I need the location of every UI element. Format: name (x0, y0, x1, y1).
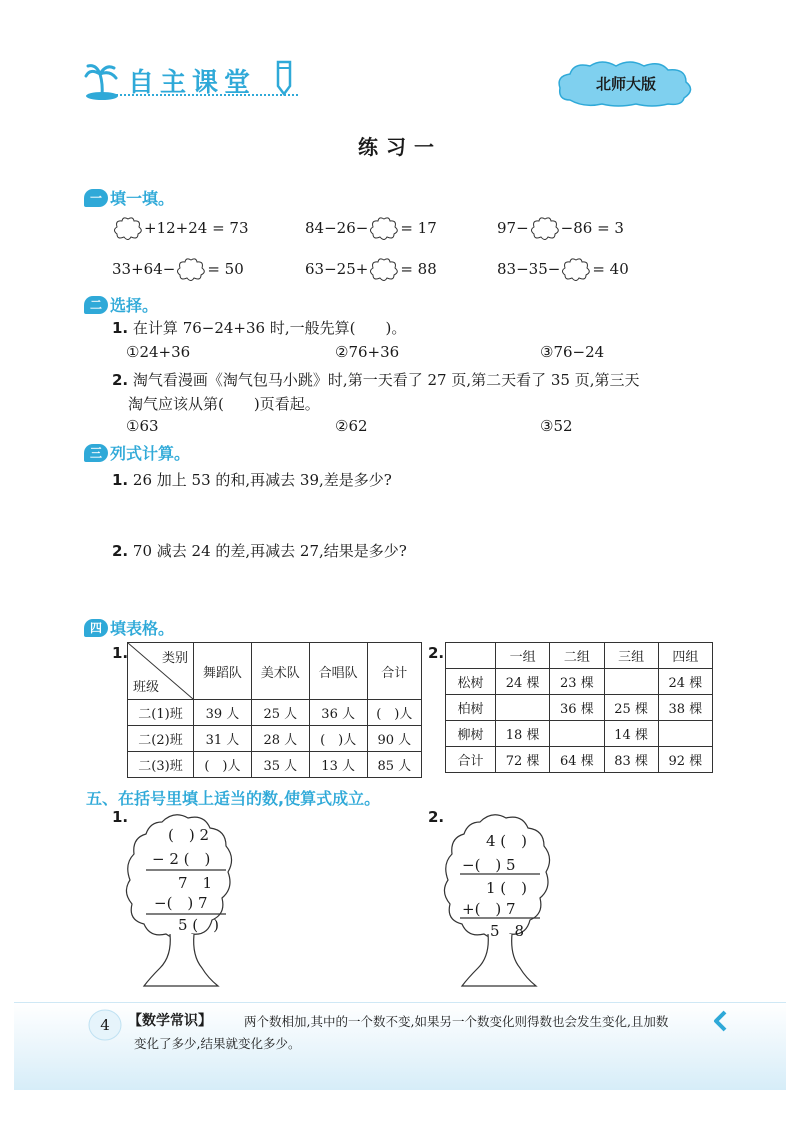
table-2 (445, 642, 713, 773)
tree-2-line: 5 8 (490, 922, 525, 940)
tree-1-line: 7 1 (178, 874, 213, 892)
question-2-2-cont: 淘气应该从第( )页看起。 (128, 395, 320, 413)
tip-label: 【数学常识】 (128, 1013, 212, 1029)
flower-blank-icon[interactable] (529, 216, 561, 240)
flower-blank-icon[interactable] (175, 257, 207, 281)
table-header-row: 一组 二组 三组 四组 (446, 643, 713, 669)
tree-2-line[interactable]: 1 ( ) (486, 879, 528, 897)
section-1-badge: 一 (84, 189, 108, 207)
tree-2-line[interactable]: +( ) 7 (462, 900, 516, 918)
table-row: 二(2)班 31 人 28 人 ( )人 90 人 (128, 726, 422, 752)
equation-2: 84−26− = 17 (305, 216, 437, 240)
equation-1: +12+24 = 73 (112, 216, 249, 240)
table-row: 柏树 36 棵 25 棵 38 棵 (446, 695, 713, 721)
pencil-icon (272, 58, 296, 98)
option[interactable]: ②62 (335, 417, 368, 435)
question-3-1: 1. 26 加上 53 的和,再减去 39,差是多少? (112, 471, 392, 489)
table-row: 柳树 18 棵 14 棵 (446, 721, 713, 747)
equation-3: 97− −86 = 3 (497, 216, 624, 240)
table-1 (127, 642, 422, 778)
page-number: 4 (100, 1016, 110, 1034)
table-row: 松树 24 棵 23 棵 24 棵 (446, 669, 713, 695)
col-header: 合计 (367, 643, 421, 700)
tree-2-label: 2. (428, 808, 445, 826)
tree-1-line[interactable]: ( ) 2 (168, 826, 210, 844)
tree-1-line[interactable]: −( ) 7 (154, 894, 208, 912)
tip-text-line-2: 变化了多少,结果就变化多少。 (134, 1036, 301, 1051)
option[interactable]: ①63 (126, 417, 159, 435)
option[interactable]: ①24+36 (126, 343, 191, 361)
section-2-title: 选择。 (110, 296, 159, 315)
brand-title: 自主课堂 (128, 68, 257, 98)
equation-6: 83−35− = 40 (497, 257, 629, 281)
page-title: 练习一 (358, 135, 442, 159)
chevron-left-icon (712, 1010, 728, 1032)
section-2-heading (84, 293, 158, 316)
flower-blank-icon[interactable] (560, 257, 592, 281)
option[interactable]: ②76+36 (335, 343, 400, 361)
tree-1-line[interactable]: − 2 ( ) (152, 850, 211, 868)
question-2-2: 2. 淘气看漫画《淘气包马小跳》时,第一天看了 27 页,第二天看了 35 页,第三天 (112, 371, 640, 389)
section-3-title: 列式计算。 (110, 444, 191, 463)
tree-2-line[interactable]: 4 ( ) (486, 832, 528, 850)
col-header: 合唱队 (309, 643, 367, 700)
col-header: 美术队 (251, 643, 309, 700)
table-row: 合计 72 棵 64 棵 83 棵 92 棵 (446, 747, 713, 773)
question-3-2: 2. 70 减去 24 的差,再减去 27,结果是多少? (112, 542, 407, 560)
section-4-heading (84, 616, 174, 639)
equation-4: 33+64− = 50 (112, 257, 244, 281)
section-4-title: 填表格。 (110, 619, 175, 638)
section-5-heading: 五、在括号里填上适当的数,使算式成立。 (86, 789, 381, 808)
flower-blank-icon[interactable] (368, 216, 400, 240)
tip-text-line-1: 两个数相加,其中的一个数不变,如果另一个数变化则得数也会发生变化,且加数 (244, 1014, 669, 1029)
table-1-label: 1. (112, 644, 129, 662)
section-2-badge: 二 (84, 296, 108, 314)
tree-1-label: 1. (112, 808, 129, 826)
table-2-label: 2. (428, 644, 445, 662)
table-row: 二(3)班 ( )人 35 人 13 人 85 人 (128, 752, 422, 778)
equation-5: 63−25+ = 88 (305, 257, 437, 281)
section-4-badge: 四 (84, 619, 108, 637)
tree-1-line[interactable]: 5 ( ) (178, 916, 220, 934)
col-header: 舞蹈队 (194, 643, 252, 700)
flower-blank-icon[interactable] (112, 216, 144, 240)
tree-2-line[interactable]: −( ) 5 (462, 856, 516, 874)
question-2-1: 1. 在计算 76−24+36 时,一般先算( )。 (112, 319, 407, 337)
brand-underline (88, 94, 298, 96)
section-1-title: 填一填。 (110, 189, 175, 208)
option[interactable]: ③52 (540, 417, 573, 435)
edition-label: 北师大版 (595, 75, 656, 93)
section-3-badge: 三 (84, 444, 108, 462)
corner-cell: 类别 班级 (128, 643, 194, 700)
section-3-heading (84, 441, 190, 464)
option[interactable]: ③76−24 (540, 343, 605, 361)
flower-blank-icon[interactable] (368, 257, 400, 281)
section-1-heading (84, 186, 174, 209)
table-row: 二(1)班 39 人 25 人 36 人 ( )人 (128, 700, 422, 726)
